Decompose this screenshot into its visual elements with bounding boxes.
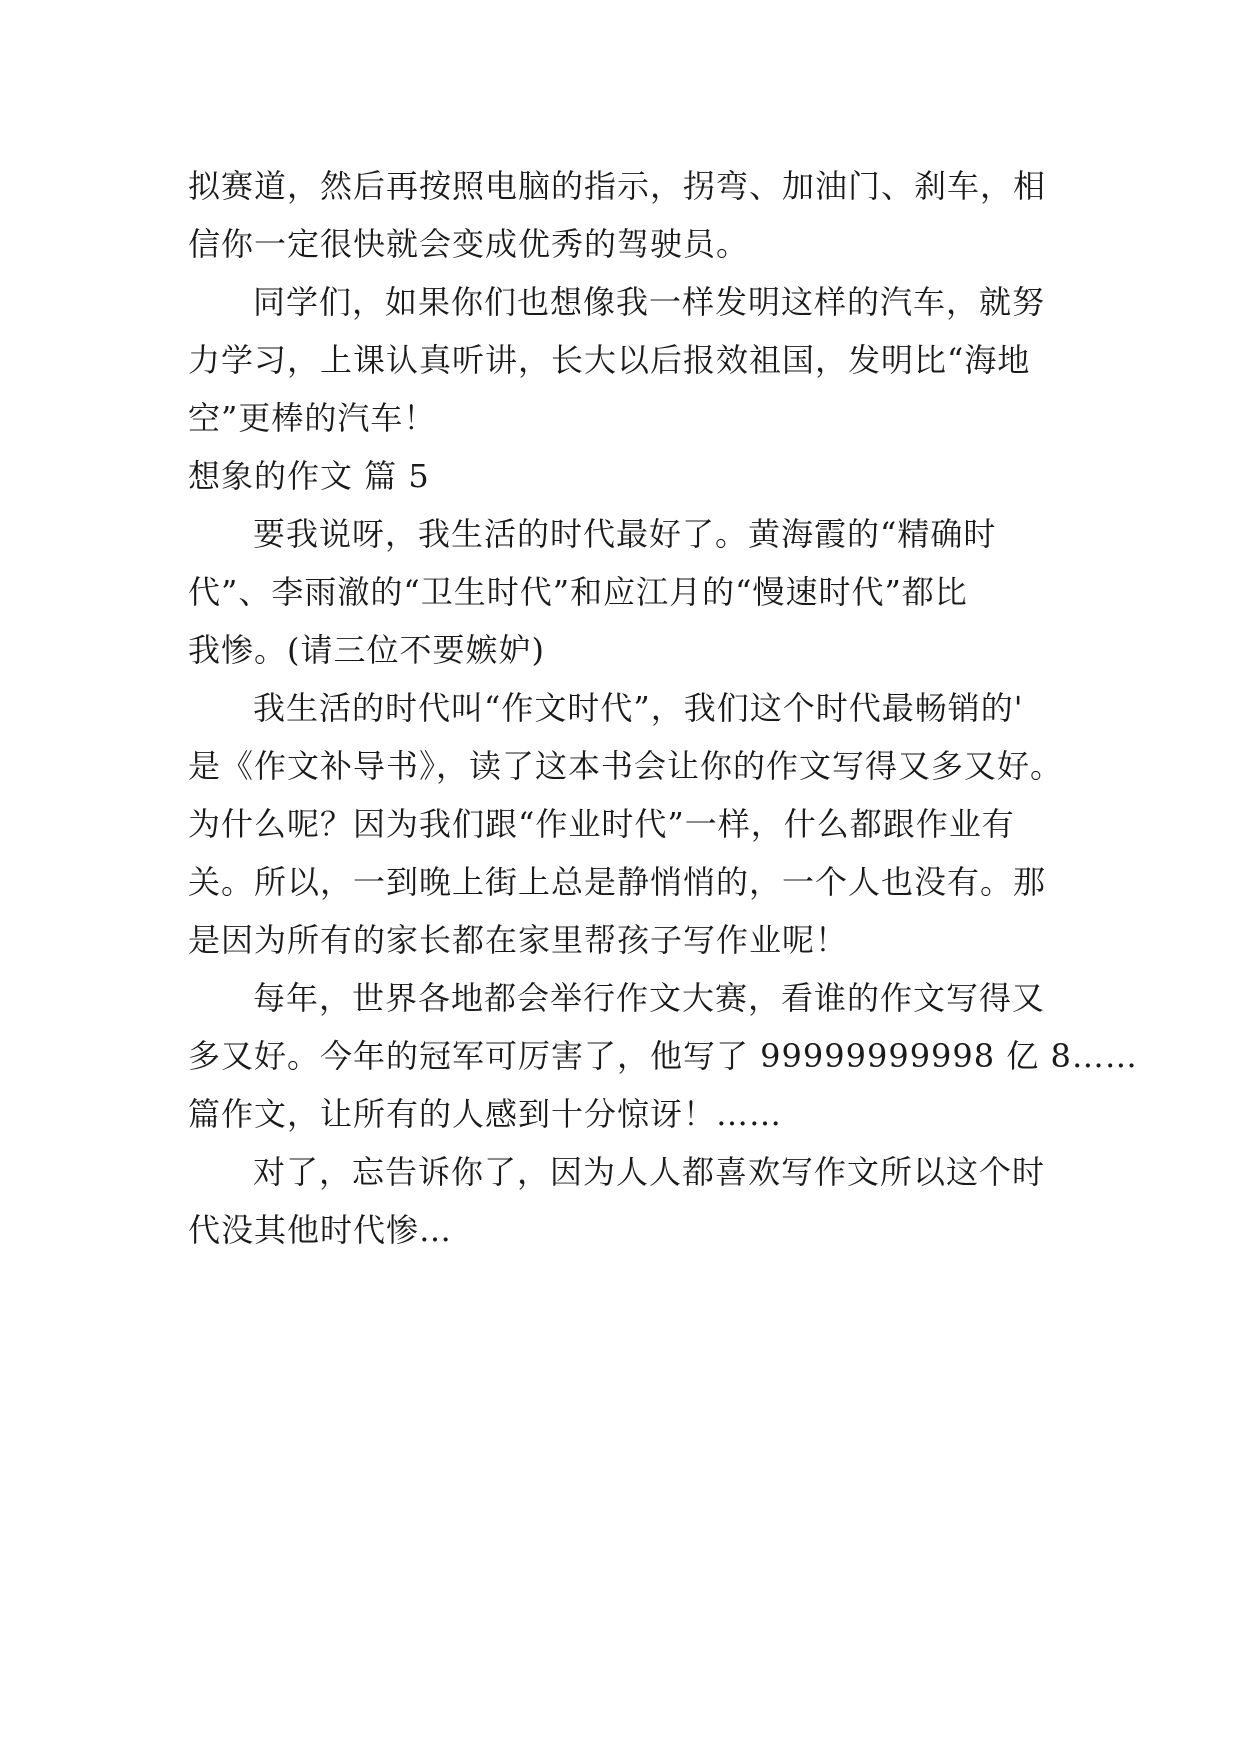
text-line: 空”更棒的汽车！ — [188, 399, 437, 437]
text-line: 代”、李雨澈的“卫生时代”和应江月的“慢速时代”都比 — [188, 573, 968, 611]
text-line: 关。所以，一到晚上街上总是静悄悄的，一个人也没有。那 — [188, 863, 1047, 901]
text-line: 是《作文补导书》，读了这本书会让你的作文写得又多又好。 — [188, 747, 1064, 785]
text-line: 我惨。(请三位不要嫉妒) — [188, 631, 545, 669]
section-heading: 想象的作文 篇 5 — [188, 457, 430, 495]
paragraph-start: 同学们，如果你们也想像我一样发明这样的汽车，就努 — [253, 283, 1046, 321]
paragraph-start: 对了，忘告诉你了，因为人人都喜欢写作文所以这个时 — [253, 1153, 1046, 1191]
text-line: 篇作文，让所有的人感到十分惊讶！…… — [188, 1095, 783, 1133]
paragraph-start: 要我说呀，我生活的时代最好了。黄海霞的“精确时 — [253, 515, 997, 553]
paragraph-start: 每年，世界各地都会举行作文大赛，看谁的作文写得又 — [253, 979, 1046, 1017]
text-line: 代没其他时代惨… — [188, 1211, 453, 1249]
text-line: 力学习，上课认真听讲，长大以后报效祖国，发明比“海地 — [188, 341, 1031, 379]
text-line: 是因为所有的家长都在家里帮孩子写作业呢！ — [188, 921, 849, 959]
text-line: 拟赛道，然后再按照电脑的指示，拐弯、加油门、刹车，相 — [188, 167, 1047, 205]
text-line: 为什么呢？因为我们跟“作业时代”一样，什么都跟作业有 — [188, 805, 1015, 843]
text-line: 信你一定很快就会变成优秀的驾驶员。 — [188, 225, 750, 263]
paragraph-start: 我生活的时代叫“作文时代”，我们这个时代最畅销的' — [253, 689, 1024, 727]
text-line: 多又好。今年的冠军可厉害了，他写了 99999999998 亿 8…… — [188, 1037, 1138, 1075]
